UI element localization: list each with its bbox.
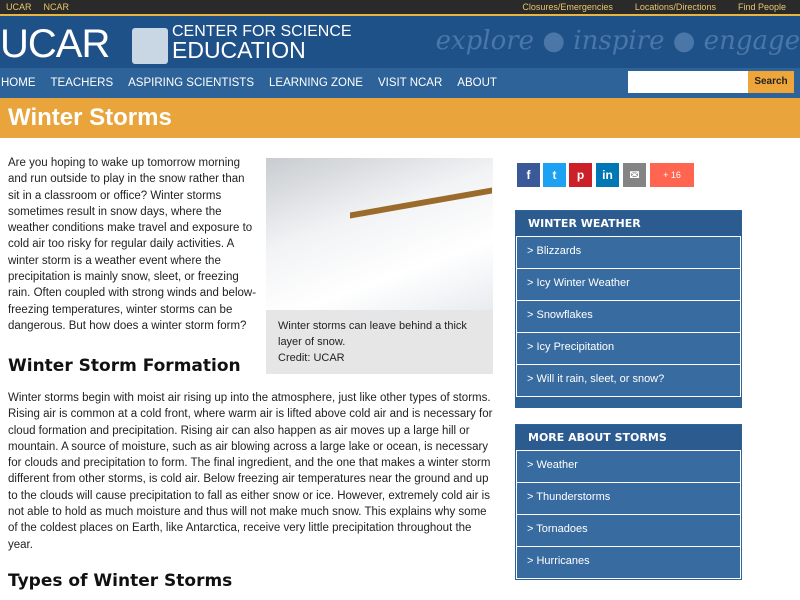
- link-hurricanes[interactable]: > Hurricanes: [517, 546, 740, 578]
- share-count: 16: [670, 170, 681, 180]
- box-title: MORE ABOUT STORMS: [516, 425, 741, 450]
- search-input[interactable]: [628, 71, 748, 93]
- org-line1: CENTER FOR SCIENCE: [172, 23, 352, 40]
- link-thunderstorms[interactable]: > Thunderstorms: [517, 482, 740, 514]
- linkedin-share-button[interactable]: in: [596, 163, 619, 187]
- nav-home[interactable]: HOME: [1, 77, 36, 89]
- nav-about[interactable]: ABOUT: [457, 77, 497, 89]
- main-nav: [0, 68, 800, 98]
- article: [8, 155, 493, 591]
- more-share-button[interactable]: + 16: [650, 163, 694, 187]
- ucar-logo[interactable]: UCAR: [0, 22, 110, 66]
- pinterest-share-button[interactable]: p: [569, 163, 592, 187]
- nav-visit-ncar[interactable]: VISIT NCAR: [377, 77, 443, 89]
- figure: [266, 158, 493, 374]
- link-snowflakes[interactable]: > Snowflakes: [517, 300, 740, 332]
- closures-link[interactable]: Closures/Emergencies: [522, 2, 613, 12]
- intro-paragraph: Are you hoping to wake up tomorrow morning and run outside to play in the snow rather than sit in a classroom or office? Winter storms sometimes result in snow days, where the weather conditions make travel and exposure to cold air too risky for regular daily activities. A winter storm is a weather event where the precipitation is mainly snow, sleet, or freezing rain. Often coupled with strong winds and below-freezing temperatures, winter storms can be dangerous. But how does a winter storm form?: [8, 157, 257, 332]
- cse-logo[interactable]: [172, 23, 352, 63]
- more-storms-box: [515, 424, 742, 580]
- twitter-share-button[interactable]: t: [543, 163, 566, 187]
- link-icy-winter-weather[interactable]: > Icy Winter Weather: [517, 268, 740, 300]
- heading-formation: Winter Storm Formation: [8, 356, 241, 377]
- winter-weather-box: [515, 210, 742, 408]
- image-caption: [266, 310, 493, 374]
- site-header: [0, 16, 800, 68]
- link-blizzards[interactable]: > Blizzards: [517, 236, 740, 268]
- ncar-link[interactable]: NCAR: [43, 2, 70, 12]
- email-share-button[interactable]: ✉: [623, 163, 646, 187]
- formation-paragraph: Winter storms begin with moist air rising up into the atmosphere, just like other types of storms. Rising air is common at a cold front, where warm air is lifted above cold air and is necessary for cloud formation and precipitation. Rising air can also happen as air moves up a large hill or mountain. A source of moisture, such as air blowing across a large lake or ocean, is necessary for clouds and precipitation to form. The final ingredient, and the one that makes a winter storm different from other storms, is cold air. Below freezing air temperatures near the ground and up to the clouds will cause precipitation to fall as either snow or ice. However, extremely cold air is not able to hold as much moisture and thus will not make much snow. This explains why some of the coldest places on Earth, like Antarctica, receive very little precipitation throughout the year.: [8, 392, 493, 551]
- link-rain-sleet-snow[interactable]: > Will it rain, sleet, or snow?: [517, 364, 740, 396]
- fence-graphic: [350, 187, 492, 252]
- org-line2: EDUCATION: [172, 37, 306, 63]
- box-title: WINTER WEATHER: [516, 211, 741, 236]
- globe-icon: [132, 28, 168, 64]
- utility-bar: [0, 0, 800, 16]
- nav-aspiring-scientists[interactable]: ASPIRING SCIENTISTS: [128, 77, 255, 89]
- link-weather[interactable]: > Weather: [517, 450, 740, 482]
- heading-types: Types of Winter Storms: [8, 570, 233, 591]
- snow-fence-image: [266, 158, 493, 310]
- locations-link[interactable]: Locations/Directions: [634, 2, 716, 12]
- caption-credit: Credit: UCAR: [278, 352, 345, 364]
- ucar-link[interactable]: UCAR: [6, 2, 32, 12]
- tagline: explore ● inspire ● engage: [435, 26, 800, 56]
- link-tornadoes[interactable]: > Tornadoes: [517, 514, 740, 546]
- nav-teachers[interactable]: TEACHERS: [50, 77, 114, 89]
- facebook-share-button[interactable]: f: [517, 163, 540, 187]
- caption-text: Winter storms can leave behind a thick layer of snow.: [278, 320, 467, 348]
- page-title: Winter Storms: [0, 98, 800, 138]
- search-button[interactable]: Search: [748, 71, 794, 93]
- nav-learning-zone[interactable]: LEARNING ZONE: [269, 77, 363, 89]
- link-icy-precipitation[interactable]: > Icy Precipitation: [517, 332, 740, 364]
- find-people-link[interactable]: Find People: [737, 2, 786, 12]
